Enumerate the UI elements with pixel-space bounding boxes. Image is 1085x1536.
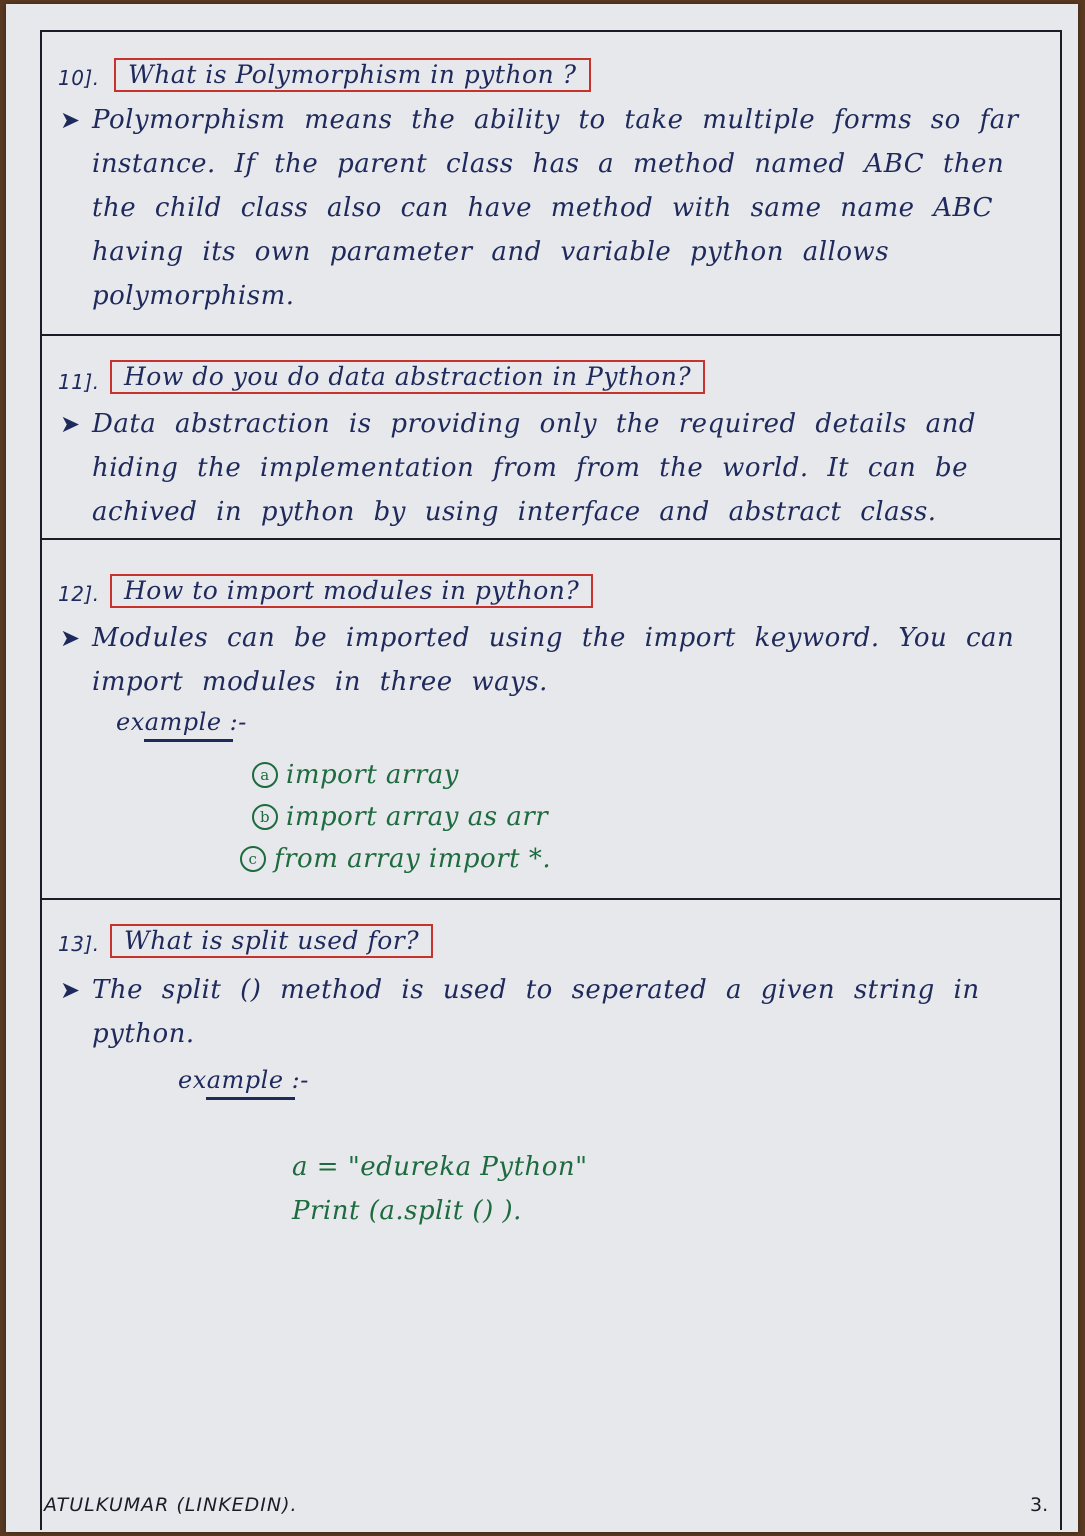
question-number: 13]. — [58, 932, 100, 956]
question-heading: What is split used for? — [110, 924, 433, 958]
example-marker: c — [240, 846, 266, 872]
question-number: 11]. — [58, 370, 100, 394]
answer-text: Polymorphism means the ability to take multiple forms so far instance. If the parent class has a method named ABC then the child class also can have method with same name ABC having its own parameter and variable python allows polymorphism. — [92, 105, 1019, 311]
answer-arrow-icon: ➤ — [60, 410, 81, 438]
question-13-section — [42, 900, 1060, 1532]
page-number: 3. — [1030, 1494, 1049, 1516]
question-heading: How to import modules in python? — [110, 574, 593, 608]
answer-text: The split () method is used to seperated a given string in python. — [92, 975, 980, 1049]
example-underline — [144, 739, 233, 742]
question-11-section — [42, 336, 1060, 540]
code-text: import array — [286, 760, 459, 790]
question-12-section — [42, 540, 1060, 900]
code-text: import array as arr — [286, 802, 549, 832]
example-underline — [206, 1097, 295, 1100]
question-heading: How do you do data abstraction in Python? — [110, 360, 705, 394]
question-number: 12]. — [58, 582, 100, 606]
example-label-text: example :- — [178, 1066, 309, 1094]
code-example-b — [252, 796, 548, 838]
author-signature: ATULKUMAR (LINKEDIN). — [44, 1494, 298, 1516]
example-label — [116, 708, 247, 736]
answer-arrow-icon: ➤ — [60, 976, 81, 1004]
code-text: from array import *. — [274, 844, 552, 874]
example-label — [178, 1066, 309, 1094]
answer-arrow-icon: ➤ — [60, 106, 81, 134]
notebook-page — [6, 4, 1078, 1532]
page-frame — [40, 30, 1062, 1530]
answer-text: Data abstraction is providing only the required details and hiding the implementation from from the world. It can be achived in python by using interface and abstract class. — [92, 409, 977, 527]
example-marker: b — [252, 804, 278, 830]
answer-text: Modules can be imported using the import keyword. You can import modules in three ways. — [92, 623, 1015, 697]
code-line-2: Print (a.split () ). — [292, 1196, 522, 1226]
code-example-c — [240, 838, 551, 880]
question-number: 10]. — [58, 66, 100, 90]
answer-arrow-icon: ➤ — [60, 624, 81, 652]
code-line-1: a = "edureka Python" — [292, 1152, 588, 1182]
question-10-section — [42, 32, 1060, 336]
example-label-text: example :- — [116, 708, 247, 736]
code-example-a — [252, 754, 459, 796]
example-marker: a — [252, 762, 278, 788]
question-heading: What is Polymorphism in python ? — [114, 58, 591, 92]
